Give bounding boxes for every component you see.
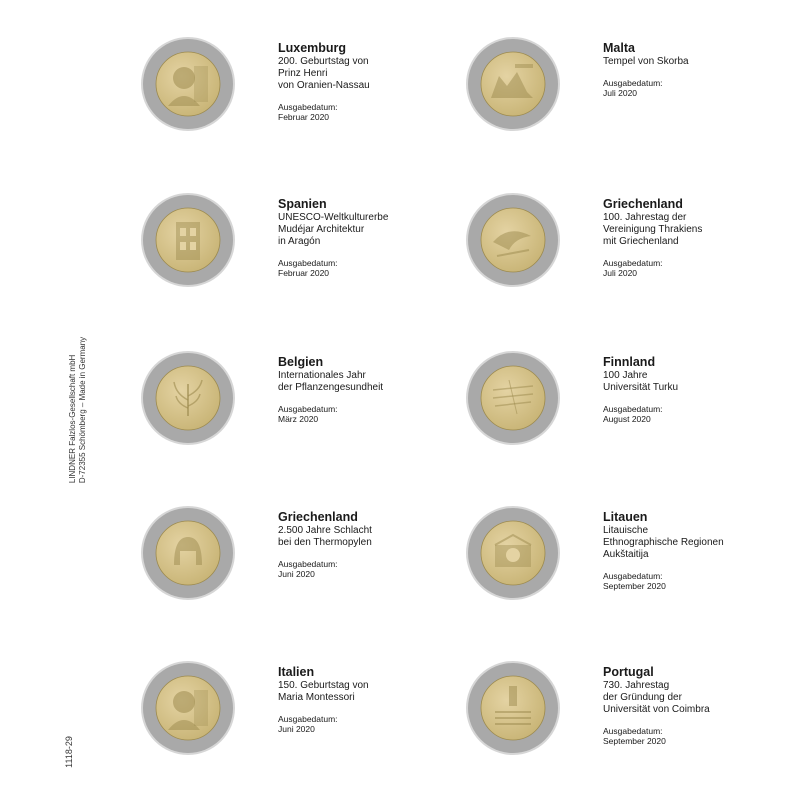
coin-description: 100 Jahre Universität Turku — [603, 370, 679, 393]
issue-label: Ausgabedatum: — [603, 571, 663, 581]
coin-slot-italien — [140, 660, 460, 800]
coin-info — [603, 665, 788, 746]
coin-info — [278, 665, 463, 734]
issue-label: Ausgabedatum: — [278, 258, 338, 268]
coin-country: Griechenland — [278, 510, 358, 524]
crest-coin-icon — [465, 505, 561, 601]
coin-description: 200. Geburtstag von Prinz Henri von Oranien-Nassau — [278, 56, 370, 91]
coin-country: Griechenland — [603, 197, 683, 211]
coin-slot-finnland — [465, 350, 785, 490]
issue-label: Ausgabedatum: — [603, 78, 663, 88]
issue-label: Ausgabedatum: — [278, 714, 338, 724]
issue-date: Juni 2020 — [278, 569, 315, 579]
coin-info — [278, 197, 463, 278]
coin-slot-griechenland-thermopylen — [140, 505, 460, 645]
publisher-line-2: D-72355 Schömberg – Made in Germany — [78, 336, 87, 484]
coin-country: Spanien — [278, 197, 327, 211]
issue-label: Ausgabedatum: — [603, 726, 663, 736]
helmet-coin-icon — [140, 505, 236, 601]
issue-date: Februar 2020 — [278, 268, 330, 278]
coin-slot-spanien — [140, 192, 460, 332]
plant-coin-icon — [140, 350, 236, 446]
coin-country: Italien — [278, 665, 315, 679]
issue-label: Ausgabedatum: — [603, 404, 663, 414]
coin-description: Litauische Ethnographische Regionen Aukštaitija — [603, 525, 724, 560]
issue-date: September 2020 — [603, 581, 666, 591]
coin-info — [278, 41, 463, 122]
coin-info — [603, 510, 788, 591]
coin-country: Finnland — [603, 355, 656, 369]
coin-description: 150. Geburtstag von Maria Montessori — [278, 680, 369, 703]
coin-slot-belgien — [140, 350, 460, 490]
temple-coin-icon — [465, 36, 561, 132]
portrait-coin-icon — [140, 660, 236, 756]
portrait-coin-icon — [140, 36, 236, 132]
coin-description: Tempel von Skorba — [603, 56, 689, 67]
issue-label: Ausgabedatum: — [278, 102, 338, 112]
coin-description: 100. Jahrestag der Vereinigung Thrakiens mit Griechenland — [603, 212, 703, 247]
coin-country: Malta — [603, 41, 635, 55]
issue-date: Juni 2020 — [278, 724, 315, 734]
coin-description: Internationales Jahr der Pflanzengesundheit — [278, 370, 384, 393]
coin-description: UNESCO-Weltkulturerbe Mudéjar Architektur in Aragón — [278, 212, 389, 247]
coin-slot-malta — [465, 36, 785, 176]
issue-label: Ausgabedatum: — [278, 404, 338, 414]
coin-country: Litauen — [603, 510, 648, 524]
catalog-number: 1118-29 — [64, 736, 74, 768]
publisher-imprint — [68, 337, 88, 483]
issue-label: Ausgabedatum: — [278, 559, 338, 569]
issue-date: Februar 2020 — [278, 112, 330, 122]
coin-country: Belgien — [278, 355, 324, 369]
coin-info — [278, 510, 463, 579]
coin-country: Luxemburg — [278, 41, 347, 55]
lines-coin-icon — [465, 350, 561, 446]
issue-date: März 2020 — [278, 414, 319, 424]
coin-description: 730. Jahrestag der Gründung der Universität von Coimbra — [603, 680, 710, 715]
coin-info — [278, 355, 463, 424]
issue-date: August 2020 — [603, 414, 651, 424]
issue-date: September 2020 — [603, 736, 666, 746]
bird-coin-icon — [465, 192, 561, 288]
coin-info — [603, 197, 788, 278]
coin-slot-griechenland-thrakien — [465, 192, 785, 332]
coin-description: 2.500 Jahre Schlacht bei den Thermopylen — [278, 525, 372, 548]
issue-date: Juli 2020 — [603, 268, 638, 278]
coin-info — [603, 355, 788, 424]
publisher-line-1: LINDNER Falzlos-Gesellschaft mbH — [68, 354, 77, 484]
coin-slot-portugal — [465, 660, 785, 800]
coin-slot-litauen — [465, 505, 785, 645]
tower-coin-icon — [140, 192, 236, 288]
coin-country: Portugal — [603, 665, 654, 679]
coin-info — [603, 41, 788, 98]
coin-slot-luxemburg — [140, 36, 460, 176]
university-coin-icon — [465, 660, 561, 756]
issue-date: Juli 2020 — [603, 88, 638, 98]
issue-label: Ausgabedatum: — [603, 258, 663, 268]
